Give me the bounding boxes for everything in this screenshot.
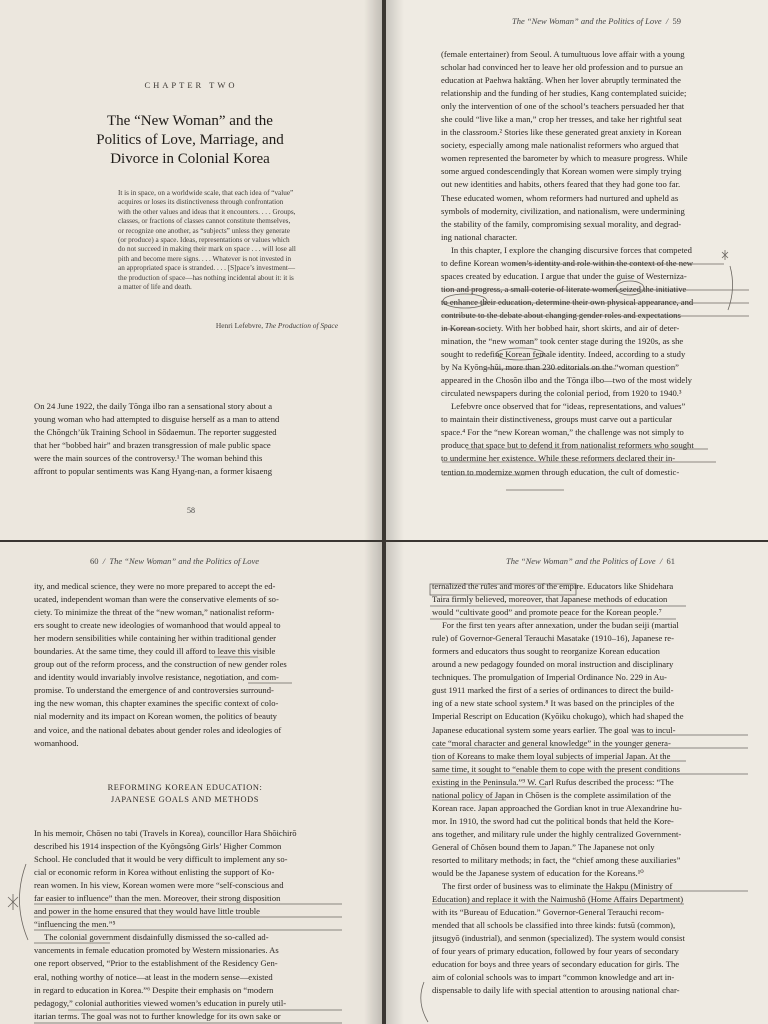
- running-head: The “New Woman” and the Politics of Love / 59: [512, 16, 681, 26]
- text-line: ciety. To minimize the threat of the “new woman,” nationalist reform-: [34, 607, 275, 618]
- text-line: to undermine her existence. While these reformers declared their in-: [441, 453, 676, 464]
- text-line: ers sought to create new ideologies of womanhood that would appeal to: [34, 620, 281, 631]
- gutter-shadow: [386, 542, 404, 1024]
- body-text: [34, 580, 342, 750]
- text-line: In his memoir, Chōsen no tabi (Travels in Korea), councillor Hara Shōichirō: [34, 828, 297, 838]
- text-line: On 24 June 1922, the daily Tōnga ilbo ran a sensational story about a: [34, 401, 273, 411]
- text-line: techniques. The promulgation of Imperial Ordinance No. 229 in Au-: [432, 672, 667, 683]
- text-line: ing national character.: [441, 231, 518, 242]
- text-line: in the classroom.² Stories like these generated great anxiety in Korean: [441, 127, 682, 138]
- epigraph-line: do not succeed in making their mark on space . . . will lose all: [118, 245, 296, 254]
- epigraph-work-title: The Production of Space: [264, 321, 338, 330]
- text-line: ing of a new state school system.⁸ It was based on the principles of the: [432, 698, 675, 709]
- running-head-title: The “New Woman” and the Politics of Love: [109, 556, 259, 566]
- body-text: [441, 48, 749, 479]
- epigraph-line: the production of space—has nothing incidental about it: it is: [118, 273, 294, 282]
- text-line: and identity would invariably involve resistance, negotiation, and com-: [34, 672, 279, 683]
- text-line: ity, and medical science, they were no more prepared to accept the ed-: [34, 581, 276, 591]
- text-line: appeared in the Chosōn ilbo and the Tōnga ilbo—two of the most widely: [441, 375, 692, 386]
- text-line: symbols of modernity, civilization, and nationalism, were undermining: [441, 205, 685, 216]
- text-line: pedagogy,” colonial authorities viewed women’s education in purely util-: [34, 997, 287, 1008]
- text-line: only the intervention of one of the school’s teachers persuaded her that: [441, 101, 685, 112]
- epigraph-line: an appropriated space is stranded. . . . [S]pace’s investment—: [118, 264, 296, 273]
- text-line: womanhood.: [34, 737, 79, 748]
- text-line: contribute to the debate about changing gender roles and expectations: [441, 309, 681, 320]
- text-line: mor. In 1910, the sword had cut the political bonds that held the Kore-: [432, 815, 674, 826]
- section-heading: [40, 782, 330, 806]
- text-line: General of Chōsen bound them to Japan.” The Japanese not only: [432, 841, 655, 852]
- text-line: in regard to education in Korea.”⁶ Despite their emphasis on “modern: [34, 984, 274, 995]
- text-line: Korean race. Japan approached the Gordian knot in true Alexandrine hu-: [432, 802, 682, 813]
- text-line: to define Korean women’s identity and role within the context of the new: [441, 257, 694, 268]
- text-line: Taira firmly believed, moreover, that Japanese methods of education: [432, 594, 668, 605]
- text-line: spaces created by education. I argue that under the guise of Westerniza-: [441, 270, 687, 281]
- text-line: produce that space but to defend it from nationalist reformers who sought: [441, 440, 694, 451]
- epigraph-attribution: [120, 321, 338, 330]
- page-number: 61: [666, 556, 675, 566]
- epigraph-line: with the other values and ideas that it encounters. . . . Groups,: [118, 207, 296, 216]
- text-line: of four years of primary education, followed by four years of secondary: [432, 946, 679, 957]
- text-line: The first order of business was to eliminate the Hakpu (Ministry of: [442, 881, 673, 892]
- text-line: formers and educators thus sought to reorganize Korean education: [432, 646, 660, 657]
- running-head: 60 / The “New Woman” and the Politics of Love: [90, 556, 259, 566]
- text-line: to enhance their education, determine their own physical appearance, and: [441, 296, 694, 307]
- page-number: 59: [672, 16, 681, 26]
- chapter-title-line: Politics of Love, Marriage, and: [96, 132, 284, 148]
- text-line: group out of the reform process, and the construction of new gender roles: [34, 659, 287, 670]
- text-line: national policy of Japan in Chōsen is the complete assimilation of the: [432, 789, 671, 800]
- text-line: were the main sources of the controversy.¹ The woman behind this: [34, 453, 263, 464]
- text-line: education at Paehwa haktăng. When her lover abruptly terminated the: [441, 75, 681, 86]
- text-line: ternalized the rules and mores of the empire. Educators like Shidehara: [432, 581, 674, 591]
- text-line: would be the Japanese system of education for the Koreans.¹⁰: [432, 868, 644, 879]
- text-line: rean women. In his view, Korean women were more “self-conscious and: [34, 880, 284, 891]
- text-line: one report observed, “Prior to the establishment of the Residency Gen-: [34, 958, 278, 969]
- text-line: For the first ten years after annexation, under the budan seiji (martial: [442, 620, 679, 631]
- gutter-shadow: [364, 542, 382, 1024]
- text-line: eral, nothing worthy of notice—at least in the modern sense—existed: [34, 971, 273, 982]
- text-line: scholar had convinced her to leave her old profession and to pursue an: [441, 62, 683, 73]
- text-line: would “cultivate good” and promote peace for the Korean people.⁷: [432, 607, 662, 618]
- section-heading-line: REFORMING KOREAN EDUCATION:: [107, 783, 263, 792]
- text-line: tention to modernize women through education, the cult of domestic-: [441, 466, 680, 477]
- text-line: These educated women, whom reformers had nurtured and upheld as: [441, 192, 679, 203]
- running-head-title: The “New Woman” and the Politics of Love: [506, 556, 656, 566]
- body-text: [34, 400, 340, 478]
- text-line: nial modernity and its impact on Korean women, the politics of beauty: [34, 711, 277, 722]
- text-line: existing in the Peninsula.”⁹ W. Carl Rufus described the process: “The: [432, 776, 674, 787]
- text-line: School. He concluded that it would be very difficult to implement any so-: [34, 854, 288, 865]
- epigraph-line: or recognize one another, as “subjects” unless they generate: [118, 226, 290, 235]
- gutter-shadow: [386, 0, 404, 540]
- text-line: dispensable to daily life with special attention to arousing national char-: [432, 985, 680, 996]
- text-line: her modern sensibilities while containing her within traditional gender: [34, 633, 276, 644]
- epigraph-line: a matter of life and death.: [118, 283, 192, 292]
- text-line: resorted to military methods; in fact, the “chief among these auxiliaries”: [432, 854, 681, 865]
- text-line: she could “live like a man,” crop her tresses, and take her rightful seat: [441, 114, 682, 125]
- epigraph-line: pith and become mere signs. . . . Whatever is not invested in: [118, 254, 292, 263]
- text-line: boundaries. At the same time, they could ill afford to leave this visible: [34, 646, 276, 657]
- text-line: promise. To understand the emergence of and controversies surround-: [34, 685, 274, 696]
- text-line: affront to popular sentiments was Kang Hyang-nan, a former kisaeng: [34, 466, 273, 477]
- text-line: The colonial government disdainfully dismissed the so-called ad-: [44, 932, 269, 943]
- text-line: sought to redefine Korean female identity. Indeed, according to a study: [441, 349, 686, 360]
- page-number: 58: [187, 506, 195, 515]
- text-line: the stability of the family, compromising sexual morality, and degrad-: [441, 218, 682, 229]
- text-line: mination, the “new woman” took center stage during the 1920s, as she: [441, 336, 684, 347]
- chapter-title-line: Divorce in Colonial Korea: [110, 151, 270, 167]
- book-page-58: [0, 0, 382, 540]
- text-line: Lefebvre once observed that for “ideas, representations, and values”: [451, 401, 686, 412]
- text-line: tion of Koreans to make them loyal subjects of imperial Japan. At the: [432, 750, 671, 761]
- chapter-title-line: The “New Woman” and the: [107, 113, 273, 129]
- body-text: [34, 827, 342, 1023]
- text-line: to maintain their distinctiveness, groups must carve out a particular: [441, 414, 673, 425]
- text-line: Imperial Rescript on Education (Kyōiku chokugo), which had shaped the: [432, 711, 684, 722]
- text-line: described his 1914 inspection of the Kyōngsōng Girls’ Higher Common: [34, 841, 282, 852]
- text-line: out new identities and habits, others feared that they had gone too far.: [441, 179, 681, 190]
- text-line: relationship and the funding of her studies, Kang contemplated suicide;: [441, 88, 687, 99]
- text-line: ans together, and military rule under the highly centralized Government-: [432, 828, 682, 839]
- text-line: with its “Bureau of Education.” Governor-General Terauchi recom-: [432, 907, 664, 918]
- text-line: women represented the barometer by which to measure progress. While: [441, 153, 688, 164]
- text-line: Japanese educational system some years earlier. The goal was to incul-: [432, 724, 676, 735]
- text-line: jitsugyō (industrial), and senmon (specialized). The system would consist: [432, 933, 685, 944]
- text-line: some argued condescendingly that Korean women were simply trying: [441, 166, 682, 177]
- text-line: vancements in female education promoted by Western missionaries. As: [34, 945, 279, 956]
- text-line: aim of colonial schools was to impart “common knowledge and art in-: [432, 972, 675, 983]
- text-line: far easier to influence” than the men. Moreover, their strong disposition: [34, 893, 281, 904]
- text-line: by Na Kyōng-hŭi, more than 230 editorials on the “woman question”: [441, 362, 679, 373]
- text-line: young woman who had attempted to disguise herself as a man to attend: [34, 414, 280, 425]
- text-line: “influencing the men.”⁵: [34, 919, 116, 930]
- chapter-label: CHAPTER TWO: [144, 80, 238, 90]
- text-line: and power in the home ensured that they would have little trouble: [34, 906, 261, 917]
- text-line: the Chōngch’ŭk Training School in Sōdaemun. The reporter suggested: [34, 427, 277, 438]
- page-number: 60: [90, 556, 99, 566]
- text-line: and voice, and the national debates about gender roles and ideologies of: [34, 724, 282, 735]
- epigraph: [118, 189, 318, 292]
- text-line: Education) and replace it with the Naimushō (Home Affairs Department): [432, 894, 684, 905]
- text-line: in Korean society. With her bobbed hair, short skirts, and air of deter-: [441, 322, 680, 333]
- text-line: ing the new woman, this chapter examines the specific context of colo-: [34, 698, 279, 709]
- text-line: In this chapter, I explore the changing discursive forces that competed: [451, 244, 692, 255]
- text-line: space.⁴ For the “new Korean woman,” the challenge was not simply to: [441, 427, 684, 438]
- text-line: tion and progress, a small coterie of literate women seized the initiative: [441, 283, 687, 294]
- epigraph-line: classes, or fractions of classes cannot constitute themselves,: [118, 217, 291, 226]
- text-line: itarian terms. The goal was not to further knowledge for its own sake or: [34, 1010, 281, 1021]
- text-line: gust 1911 marked the first of a series of ordinances to direct the build-: [432, 685, 674, 696]
- text-line: ucated, independent woman than were the conservative elements of so-: [34, 594, 279, 605]
- body-text: [432, 580, 748, 998]
- epigraph-line: It is in space, on a worldwide scale, that each idea of “value”: [118, 189, 294, 197]
- text-line: rule) of Governor-General Terauchi Masatake (1910–16), Japanese re-: [432, 633, 674, 644]
- text-line: same time, it sought to “enable them to cope with the present conditions: [432, 763, 680, 774]
- text-line: mended that all schools be classified into three kinds: futsū (common),: [432, 920, 676, 931]
- text-line: society, especially among male nationalist reformers who argued that: [441, 140, 679, 151]
- text-line: circulated newspapers during the colonial period, from 1920 to 1940.³: [441, 388, 682, 399]
- epigraph-author: Henri Lefebvre,: [215, 321, 264, 330]
- book-page-60: [0, 542, 382, 1024]
- running-head: The “New Woman” and the Politics of Love / 61: [506, 556, 675, 566]
- book-page-59: [386, 0, 768, 540]
- text-line: around a new pedagogy founded on moral instruction and disciplinary: [432, 659, 674, 670]
- chapter-title: [70, 112, 310, 169]
- running-head-title: The “New Woman” and the Politics of Love: [512, 16, 662, 26]
- text-line: cate “moral character and general knowledge” in the younger genera-: [432, 737, 671, 748]
- section-heading-line: JAPANESE GOALS AND METHODS: [110, 795, 260, 804]
- text-line: that her “bobbed hair” and brazen transgression of male public space: [34, 440, 271, 451]
- epigraph-line: acquires or loses its distinctiveness through confrontation: [118, 198, 284, 207]
- text-line: cial or economic reform in Korea without enlisting the support of Ko-: [34, 867, 275, 878]
- text-line: (female entertainer) from Seoul. A tumultuous love affair with a young: [441, 49, 685, 59]
- book-page-61: [386, 542, 768, 1024]
- text-line: education for boys and three years of secondary education for girls. The: [432, 959, 680, 970]
- epigraph-line: (or produce) a space. Ideas, representations or values which: [118, 236, 290, 245]
